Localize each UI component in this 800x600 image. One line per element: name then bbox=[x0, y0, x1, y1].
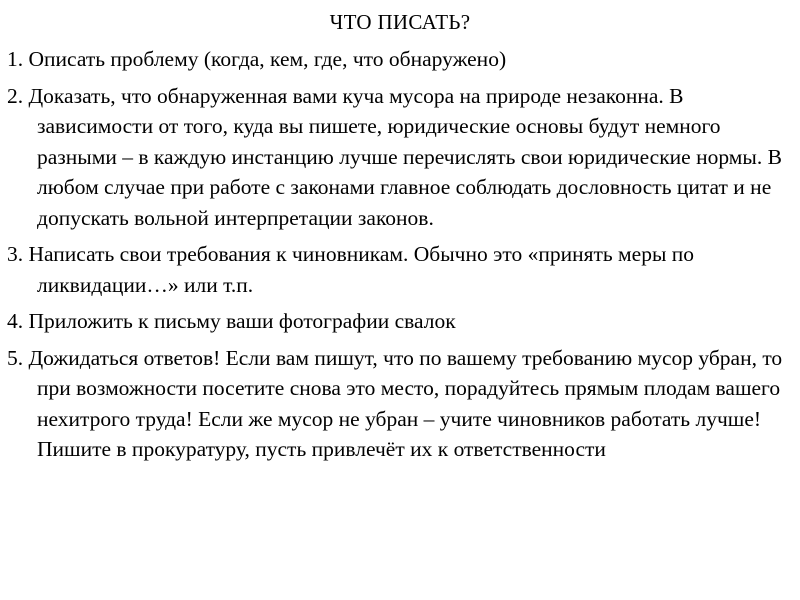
slide-title: ЧТО ПИСАТЬ? bbox=[329, 10, 471, 34]
list-item: 2. Доказать, что обнаруженная вами куча мусора на природе незаконна. В зависимости от того, куда вы пишете, юридические основы будут немного разными – в каждую инстанцию лучше перечислять свои юридические нормы. В любом случае при работе с законами главное соблюдать дословность цитат и не допускать вольной интерпретации законов. bbox=[7, 83, 782, 230]
list-item: 1. Описать проблему (когда, кем, где, что обнаружено) bbox=[7, 47, 507, 71]
list-item: 5. Дожидаться ответов! Если вам пишут, что по вашему требованию мусор убран, то при возможности посетите снова это место, порадуйтесь прямым плодам вашего нехитрого труда! Если же мусор не убран – учите чиновников работать лучше! Пишите в прокуратуру, пусть привлечёт их к ответственности bbox=[7, 345, 783, 461]
list-item: 4. Приложить к письму ваши фотографии свалок bbox=[7, 309, 456, 333]
list-item: 3. Написать свои требования к чиновникам. Обычно это «принять меры по ликвидации…» или т.п. bbox=[7, 242, 695, 297]
instruction-list bbox=[7, 44, 793, 471]
